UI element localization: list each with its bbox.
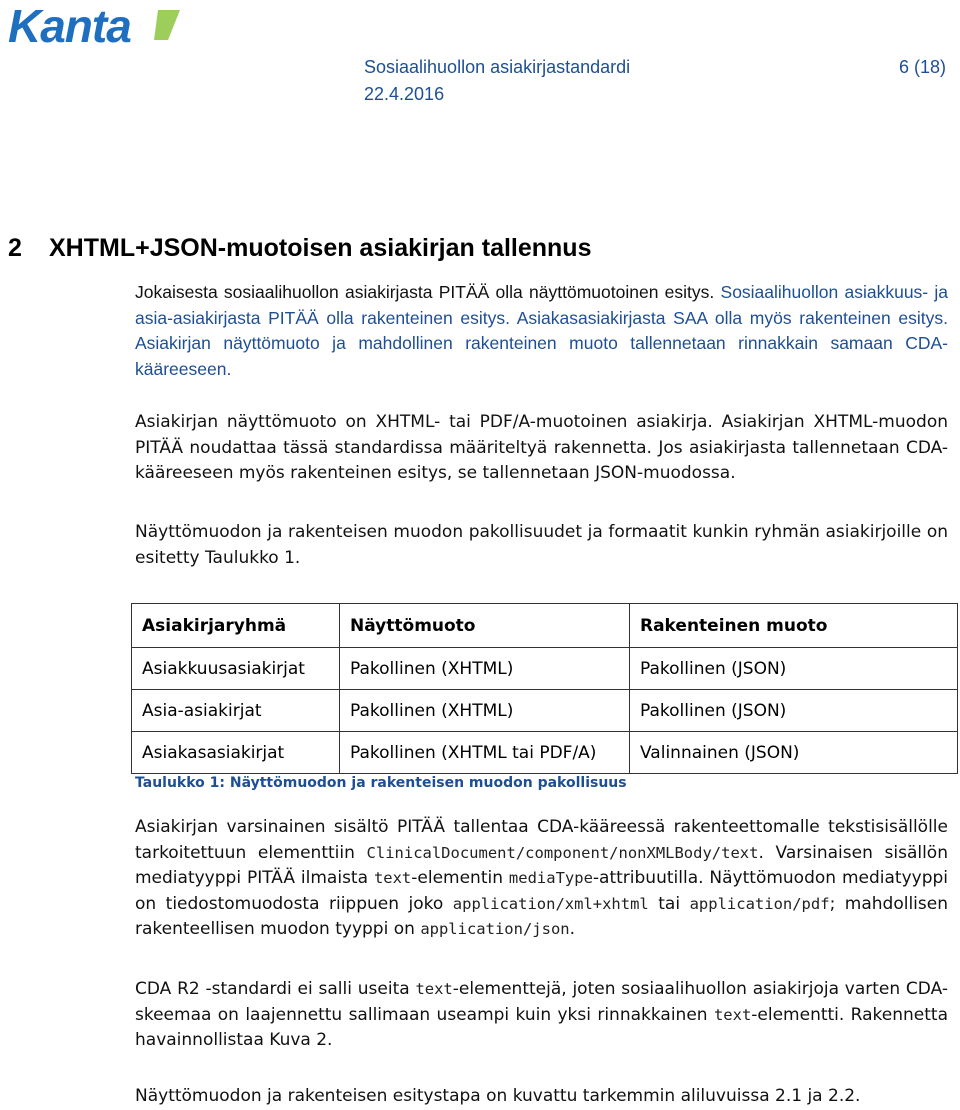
logo-wordmark: Kanta	[8, 0, 131, 50]
table-cell: Pakollinen (XHTML)	[340, 690, 630, 732]
section-heading	[8, 234, 591, 263]
code-text: text	[415, 980, 453, 998]
paragraph-3: Näyttömuodon ja rakenteisen muodon pakollisuudet ja formaatit kunkin ryhmän asiakirjoille on esitetty Taulukko 1.	[135, 522, 948, 568]
paragraph-4-text: tai	[648, 893, 690, 914]
paragraph-2-sentence-1: Asiakirjan näyttömuoto on XHTML- tai PDF/A-muotoinen asiakirja.	[135, 412, 713, 432]
table-header-cell: Asiakirjaryhmä	[132, 604, 340, 648]
paragraph-4-text: . Varsinaisen sisällön mediatyyppi PITÄÄ ilmaista	[135, 842, 948, 888]
logo-accent-shape	[154, 10, 180, 40]
table-caption: Taulukko 1: Näyttömuodon ja rakenteisen muodon pakollisuus	[135, 775, 627, 791]
paragraph-4-text: -attribuutilla. Näyttömuodon mediatyyppi on tiedostomuodosta riippuen joko	[135, 868, 949, 914]
code-text: text	[373, 869, 412, 887]
table-cell: Asia-asiakirjat	[132, 690, 340, 732]
table-cell: Asiakasasiakirjat	[132, 732, 340, 774]
table-cell: Pakollinen (JSON)	[630, 690, 958, 732]
paragraph-2-sentence-2: Asiakirjan XHTML-muodon PITÄÄ noudattaa tässä standardissa määriteltyä rakennetta.	[135, 412, 948, 458]
paragraph-5-text: -elementtejä, joten sosiaalihuollon asiakirjoja varten CDA-skeemaa on laajennettu sallimaan useampi kuin yksi rinnakkainen	[135, 979, 948, 1025]
paragraph-1-rest: Sosiaalihuollon asiakkuus- ja asia-asiakirjasta PITÄÄ olla rakenteinen esitys. Asiakasasiakirjasta SAA olla myös rakenteinen esitys. Asiakirjan näyttömuoto ja mahdollinen rakenteinen muoto tallennetaan rinnakkain samaan CDA-kääreeseen.	[135, 282, 948, 379]
table-row	[132, 648, 958, 690]
paragraph-6: Näyttömuodon ja rakenteisen esitystapa on kuvattu tarkemmin aliluvuissa 2.1 ja 2.2.	[135, 1086, 861, 1106]
section-number: 2	[8, 234, 22, 262]
table-row	[132, 690, 958, 732]
code-xhtml-type: application/xml+xhtml	[452, 894, 649, 913]
section-title: XHTML+JSON-muotoisen asiakirjan tallennus	[49, 234, 592, 262]
code-mediatype: mediaType	[508, 869, 593, 887]
table-header-cell: Näyttömuoto	[340, 604, 630, 648]
table-cell: Asiakkuusasiakirjat	[132, 648, 340, 690]
code-element-path: ClinicalDocument/component/nonXMLBody/text	[366, 843, 759, 862]
table-cell: Pakollinen (JSON)	[630, 648, 958, 690]
paragraph-4-text: ; mahdollisen rakenteellisen muodon tyyppi on	[135, 893, 948, 939]
table-row	[132, 732, 958, 774]
document-date: 22.4.2016	[364, 84, 445, 104]
paragraph-5-text: -elementti. Rakennetta havainnollistaa Kuva 2.	[135, 1004, 948, 1050]
page-number: 6 (18)	[898, 57, 946, 77]
paragraph-4-text: -elementin	[411, 868, 509, 888]
paragraph-1	[135, 280, 948, 382]
paragraph-1-sentence-1: Jokaisesta sosiaalihuollon asiakirjasta PITÄÄ olla näyttömuotoinen esitys.	[135, 282, 715, 302]
document-title: Sosiaalihuollon asiakirjastandardi	[364, 57, 631, 77]
paragraph-4	[135, 815, 948, 943]
paragraph-5	[135, 977, 948, 1054]
paragraph-4-text: .	[569, 919, 576, 939]
code-pdf-type: application/pdf	[689, 894, 830, 913]
table-header-row	[132, 604, 958, 648]
code-json-type: application/json	[420, 920, 570, 938]
paragraph-4-text: Asiakirjan varsinainen sisältö PITÄÄ tallentaa CDA-kääreessä rakenteettomalle tekstisisällölle tarkoitettuun elementtiin	[135, 817, 948, 863]
kanta-logo	[8, 0, 183, 50]
paragraph-2	[135, 410, 948, 487]
table-cell: Pakollinen (XHTML)	[340, 648, 630, 690]
table-cell: Valinnainen (JSON)	[630, 732, 958, 774]
table-header-cell: Rakenteinen muoto	[630, 604, 958, 648]
paragraph-2-sentence-3: Jos asiakirjasta tallennetaan CDA-kääreeseen myös rakenteinen esitys, se tallennetaan JSON-muodossa.	[135, 437, 949, 483]
code-text: text	[713, 1005, 752, 1024]
requirements-table	[131, 603, 958, 774]
table-cell: Pakollinen (XHTML tai PDF/A)	[340, 732, 630, 774]
paragraph-5-text: CDA R2 -standardi ei salli useita	[135, 979, 416, 999]
